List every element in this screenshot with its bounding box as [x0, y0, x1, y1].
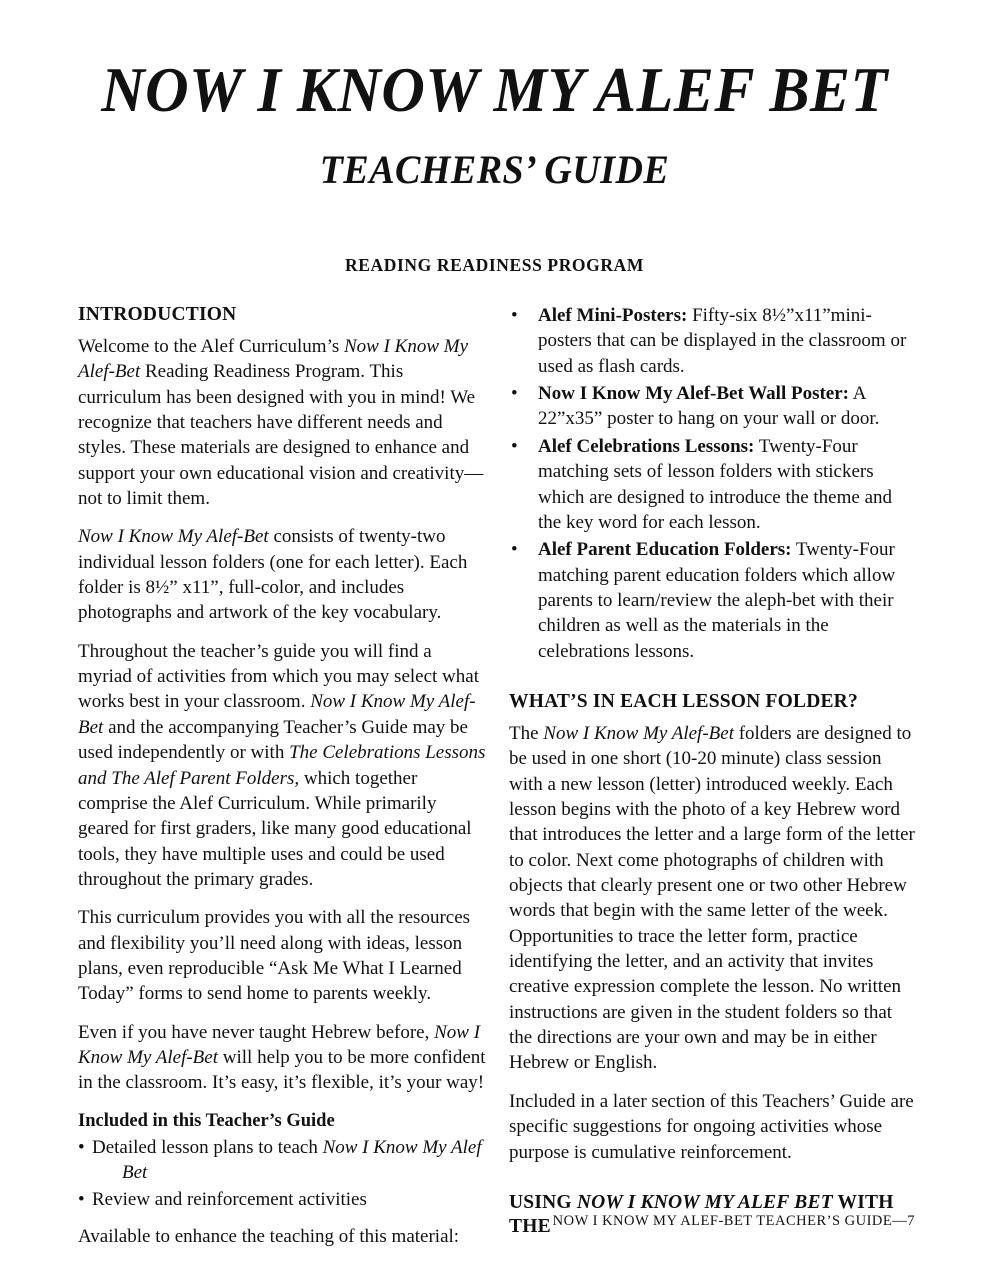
bullet-icon: •	[511, 539, 518, 561]
intro-paragraph-5	[78, 1020, 486, 1096]
bullet-lead-in: Now I Know My Alef-Bet Wall Poster:	[538, 383, 849, 405]
bullet-lead-in: Alef Celebrations Lessons:	[538, 435, 755, 457]
lesson-folder-heading: WHAT’S IN EACH LESSON FOLDER?	[509, 691, 858, 713]
bullet-icon: •	[78, 1188, 85, 1210]
list-item	[509, 381, 917, 432]
intro-p3-part-a: Throughout the teacher’s guide you will find a myriad of activities from which you may select what works best in your classroom.	[78, 640, 479, 713]
intro-paragraph-2	[78, 524, 486, 625]
intro-paragraph-1	[78, 334, 486, 512]
lesson-p-italic-title: Now I Know My Alef-Bet	[543, 722, 734, 744]
bullet-lead-in: Alef Mini-Posters:	[538, 305, 688, 326]
intro-p3-italic-title-2: The Celebrations Lessons and The Alef Parent Folders,	[78, 742, 486, 789]
bullet-icon: •	[511, 383, 518, 405]
intro-p5-part-a: Even if you have never taught Hebrew before,	[78, 1021, 435, 1043]
page-subtitle: TEACHERS’ GUIDE	[319, 147, 670, 192]
using-heading-part-a: USING	[509, 1191, 577, 1213]
materials-bullet-list	[509, 303, 917, 664]
later-section-paragraph: Included in a later section of this Teachers’ Guide are specific suggestions for ongoing activities whose purpose is cumulative reinforcement.	[509, 1090, 914, 1163]
bullet-body-text: Twenty-Four matching parent education folders which allow parents to learn/review the aleph-bet with their children as well as the materials in the celebrations lessons.	[538, 539, 896, 662]
bullet-1-italic-2: Bet	[122, 1162, 148, 1184]
bullet-2-text: Review and reinforcement activities	[92, 1188, 367, 1210]
bullet-icon: •	[511, 435, 518, 457]
included-in-guide-heading: Included in this Teacher’s Guide	[78, 1110, 335, 1131]
intro-p2-part-a: consists of twenty-two individual lesson folders (one for each letter). Each folder is 8½” x11”, full-color, and includes photographs and artwork of the key vocabulary.	[78, 526, 468, 624]
available-to-enhance-line: Available to enhance the teaching of this material:	[78, 1225, 460, 1247]
intro-paragraph-4: This curriculum provides you with all the resources and flexibility you’ll need along with ideas, lesson plans, even reproducible “Ask Me What I Learned Today” forms to send home to parents weekly.	[78, 907, 471, 1005]
left-column	[78, 303, 486, 1262]
included-bullet-list	[78, 1135, 486, 1212]
page-footer: NOW I KNOW MY ALEF-BET TEACHER’S GUIDE—7	[552, 1213, 915, 1229]
bullet-1-italic-1: Now I Know My Alef	[322, 1136, 482, 1158]
two-column-body	[78, 303, 916, 1262]
intro-p5-italic-title: Now I Know My Alef-Bet	[78, 1021, 481, 1069]
list-item	[509, 537, 917, 664]
list-item	[78, 1187, 486, 1212]
bullet-body-text: Fifty-six 8½”x11”mini-posters that can be displayed in the classroom or used as flash cards.	[538, 305, 907, 377]
intro-p3-part-b: and the accompanying Teacher’s Guide may be used independently or with	[78, 716, 468, 764]
lesson-p-part-a: The	[509, 722, 544, 744]
program-line: READING READINESS PROGRAM	[345, 255, 644, 275]
introduction-heading: INTRODUCTION	[78, 304, 237, 325]
intro-paragraph-3	[78, 639, 486, 893]
intro-p3-part-c: which together comprise the Alef Curriculum. While primarily geared for first graders, like many good educational tools, they have multiple uses and could be used throughout the primary grades.	[78, 767, 472, 890]
bullet-1-text: Detailed lesson plans to teach	[92, 1136, 323, 1158]
bullet-body-text: Twenty-Four matching sets of lesson folders with stickers which are designed to introduce the theme and the key word for each lesson.	[538, 435, 893, 533]
intro-p3-italic-title-1: Now I Know My Alef-Bet	[78, 691, 476, 738]
lesson-folder-paragraph	[509, 721, 917, 1076]
intro-p2-italic-title: Now I Know My Alef-Bet	[78, 526, 269, 548]
list-item	[78, 1135, 486, 1186]
intro-p1-part-a: Welcome to the Alef Curriculum’s	[78, 335, 344, 357]
intro-p5-part-b: will help you to be more confident in the classroom. It’s easy, it’s flexible, it’s your way!	[78, 1047, 486, 1094]
bullet-body-text: A 22”x35” poster to hang on your wall or door.	[538, 383, 880, 430]
bullet-icon: •	[78, 1136, 85, 1158]
list-item	[509, 303, 917, 379]
using-heading-part-b: WITH THE	[509, 1191, 894, 1237]
bullet-lead-in: Alef Parent Education Folders:	[538, 539, 792, 561]
lesson-p-part-b: folders are designed to be used in one short (10-20 minute) class session with a new lesson (letter) introduced weekly. Each lesson begins with the photo of a key Hebrew word that introduces the letter and a large form of the letter to color. Next come photographs of children with objects that clearly present one or two other Hebrew words that begin with the same letter of the week. Opportunities to trace the letter form, practice identifying the letter, and an activity that invites creative expression complete the lesson. No written instructions are given in the student folders so that the directions are your own and may be in either Hebrew or English.	[509, 722, 915, 1074]
masthead	[0, 54, 989, 192]
intro-p1-italic-title: Now I Know My Alef-Bet	[78, 335, 469, 383]
bullet-icon: •	[511, 305, 518, 326]
page-title: NOW I KNOW MY ALEF BET	[101, 54, 888, 125]
right-column	[509, 303, 917, 1245]
using-heading-italic-title: NOW I KNOW MY ALEF BET	[576, 1191, 833, 1213]
intro-p1-part-b: Reading Readiness Program. This curriculum has been designed with you in mind! We recognize that teachers have different needs and styles. These materials are designed to enhance and support your own educational vision and creativity—not to limit them.	[78, 361, 484, 509]
list-item	[509, 434, 917, 535]
